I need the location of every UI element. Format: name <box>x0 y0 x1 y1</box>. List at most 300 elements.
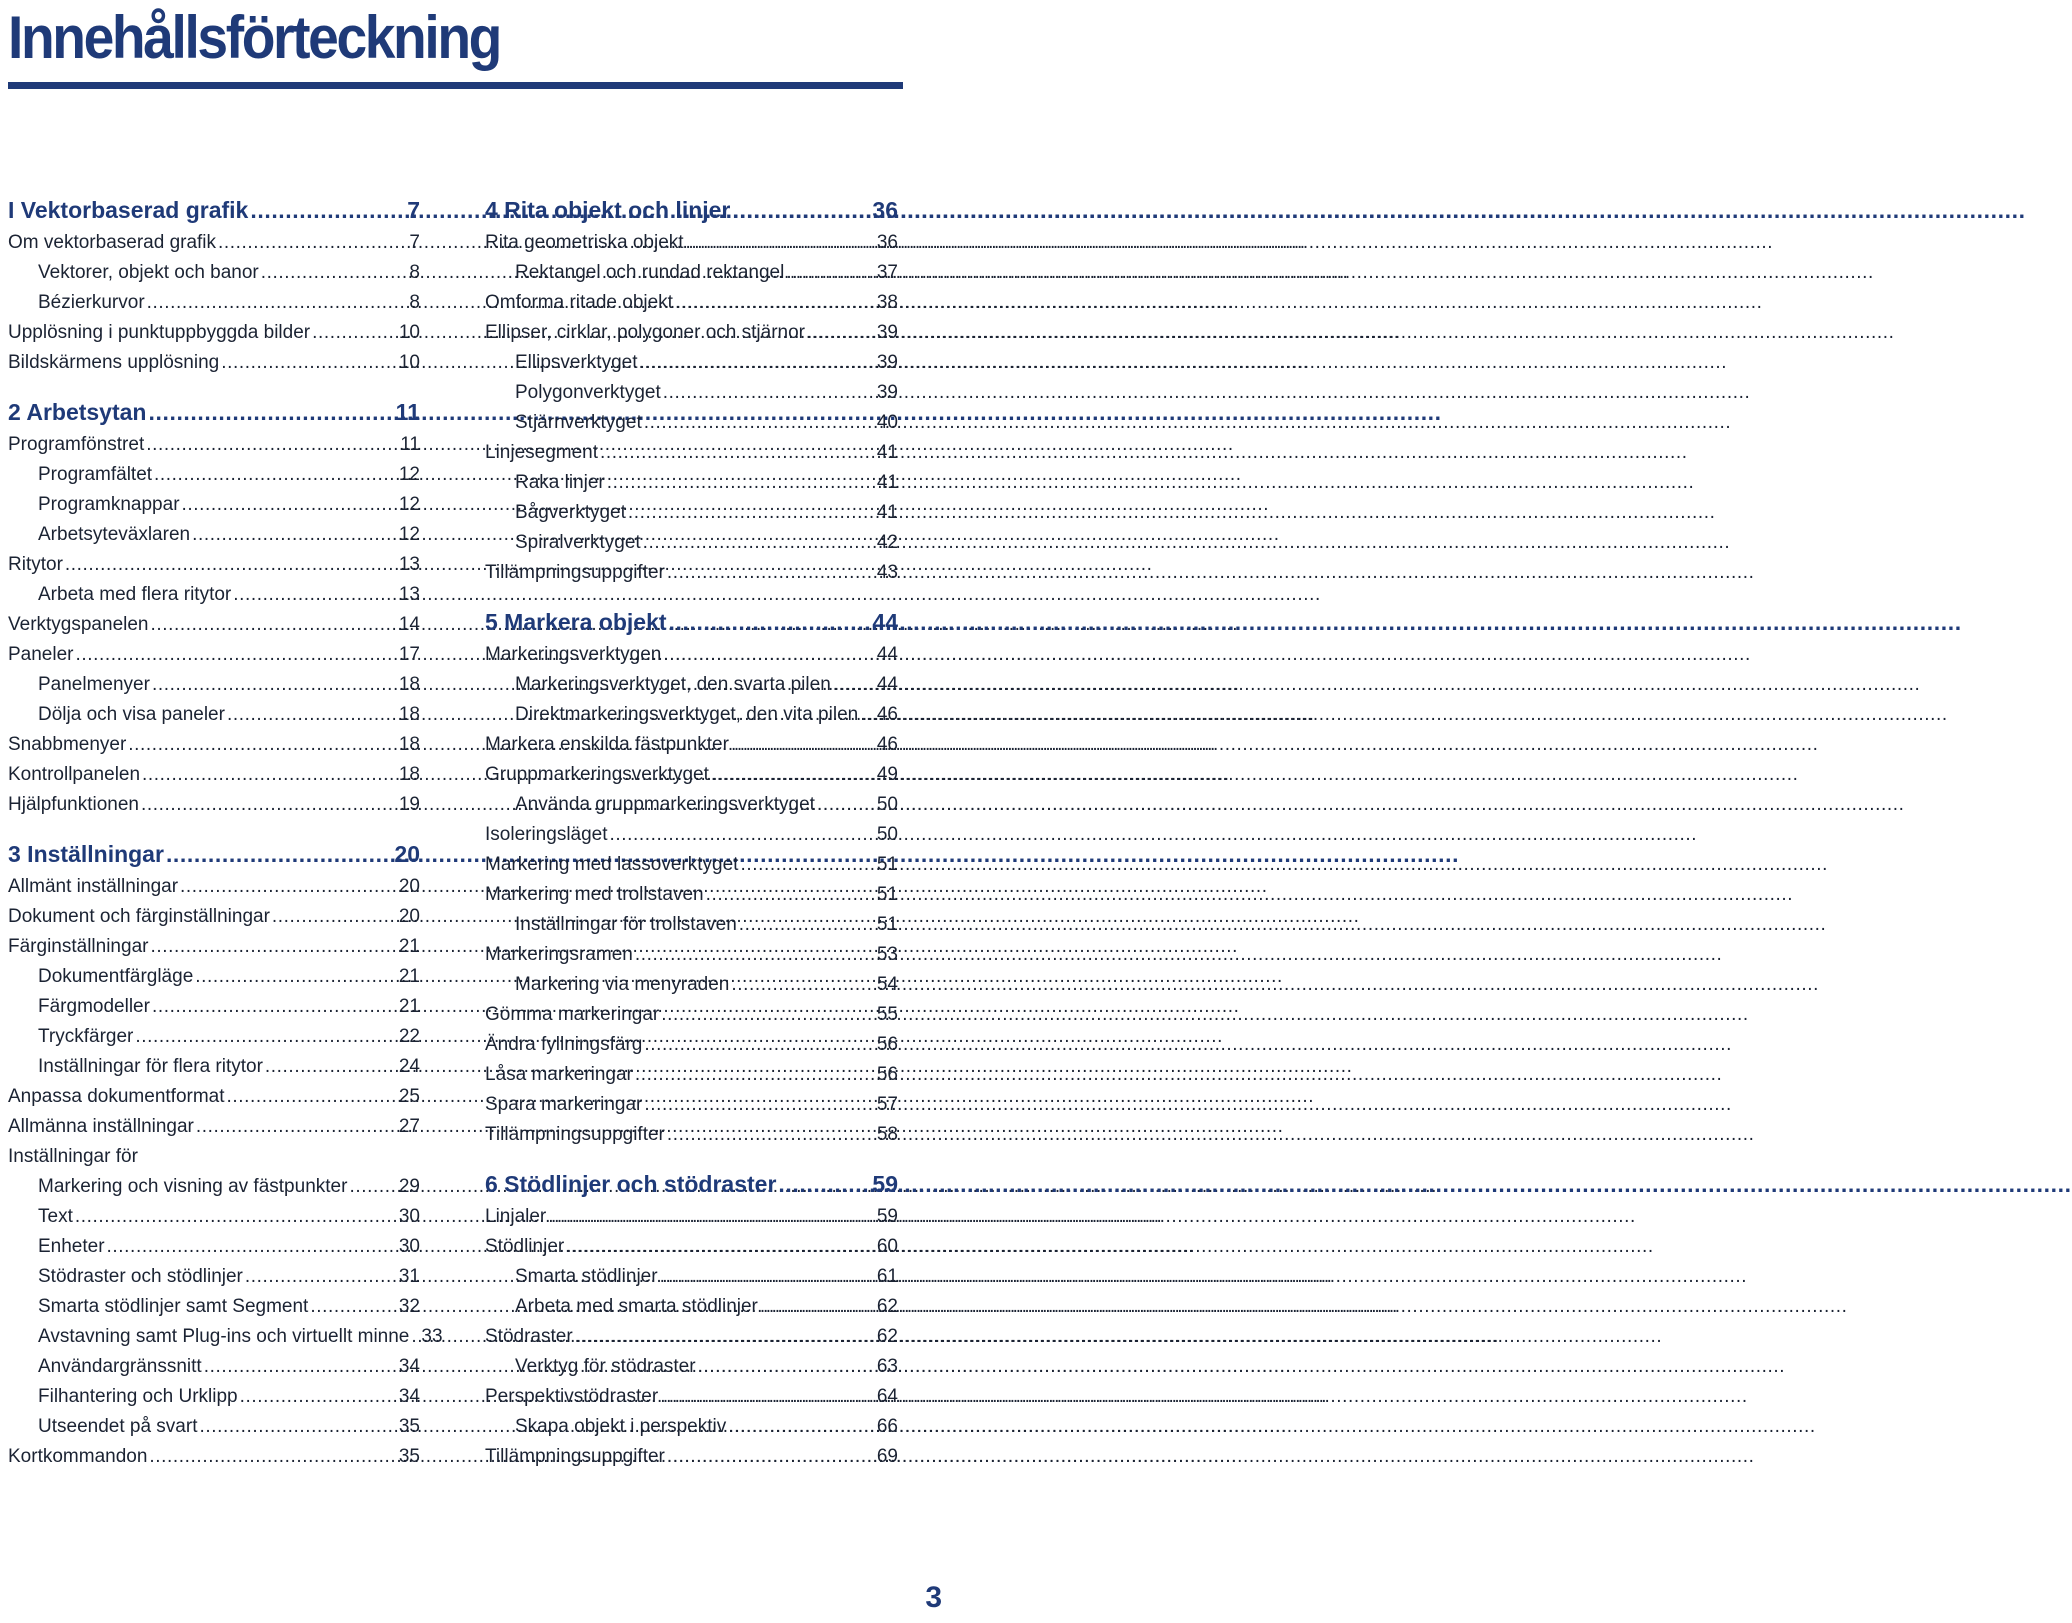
toc-chapter-entry <box>8 192 420 228</box>
toc-dot-leader <box>150 932 396 962</box>
toc-dot-leader <box>711 760 875 790</box>
toc-page-number: 34 <box>398 1356 420 1377</box>
toc-page-number: 21 <box>398 966 420 987</box>
toc-page-number: 30 <box>398 1236 420 1257</box>
toc-entry-title: Direktmarkeringsverktyget, den vita pilen <box>515 704 859 725</box>
toc-dot-leader <box>628 498 875 528</box>
toc-entry <box>8 1022 420 1052</box>
toc-entry-title: Programknappar <box>38 494 180 515</box>
toc-entry-title: Omforma ritade objekt <box>485 292 673 313</box>
toc-entry-title: Allmänt inställningar <box>8 876 179 897</box>
toc-entry <box>8 1052 420 1082</box>
toc-page-number: 41 <box>876 442 898 463</box>
toc-entry <box>485 760 898 790</box>
toc-entry-title: Paneler <box>8 644 74 665</box>
toc-dot-leader <box>233 580 397 610</box>
toc-dot-leader <box>607 468 875 498</box>
toc-dot-leader <box>411 1322 419 1352</box>
toc-entry <box>8 1322 443 1352</box>
toc-entry-title: Stjärnverktyget <box>515 412 642 433</box>
toc-page-number: 61 <box>876 1266 898 1287</box>
toc-dot-leader <box>250 192 405 228</box>
toc-page-number: 25 <box>398 1086 420 1107</box>
toc-entry <box>485 1030 898 1060</box>
toc-entry-title: Polygonverktyget <box>515 382 661 403</box>
toc-entry-title: Utseendet på svart <box>38 1416 198 1437</box>
toc-dot-leader <box>149 1442 396 1472</box>
toc-entry-title: Tillämpningsuppgifter <box>485 562 665 583</box>
toc-page-number: 51 <box>876 854 898 875</box>
toc-dot-leader <box>663 640 875 670</box>
toc-entry-title: Linjesegment <box>485 442 599 463</box>
toc-entry <box>485 790 898 820</box>
toc-dot-leader <box>128 730 397 760</box>
toc-entry <box>8 490 420 520</box>
toc-entry <box>8 1082 420 1112</box>
toc-dot-leader <box>349 1172 396 1202</box>
toc-entry-title: Markering och visning av fästpunkter <box>38 1176 348 1197</box>
toc-dot-leader <box>807 318 875 348</box>
toc-entry <box>485 820 898 850</box>
toc-entry-title: Använda gruppmarkeringsverktyget <box>515 794 815 815</box>
toc-page-number: 57 <box>876 1094 898 1115</box>
toc-entry-title: Inställningar för flera ritytor <box>38 1056 263 1077</box>
toc-entry-title: 2 Arbetsytan <box>8 399 147 425</box>
toc-dot-leader <box>142 760 397 790</box>
toc-entry <box>485 318 898 348</box>
toc-dot-leader <box>196 1112 397 1142</box>
toc-dot-leader <box>663 378 875 408</box>
toc-entry <box>8 1382 420 1412</box>
toc-page-number: 31 <box>398 1266 420 1287</box>
toc-entry <box>8 1172 420 1202</box>
toc-entry-title: Ellipser, cirklar, polygoner och stjärnor <box>485 322 805 343</box>
toc-page-number: 13 <box>398 554 420 575</box>
toc-page-number: 66 <box>876 1416 898 1437</box>
toc-dot-leader <box>135 1022 396 1052</box>
toc-page-number: 18 <box>398 704 420 725</box>
toc-entry-title: Arbeta med smarta stödlinjer <box>515 1296 758 1317</box>
toc-page-number: 46 <box>876 704 898 725</box>
toc-page-number: 12 <box>398 494 420 515</box>
toc-dot-leader <box>141 790 397 820</box>
toc-entry <box>8 1262 420 1292</box>
toc-dot-leader <box>75 1202 397 1232</box>
toc-entry-title: Markeringsverktyget, den svarta pilen <box>515 674 831 695</box>
toc-page-number: 35 <box>398 1416 420 1437</box>
toc-page-number: 39 <box>876 382 898 403</box>
toc-entry-title: Vektorer, objekt och banor <box>38 262 259 283</box>
toc-entry-title: 3 Inställningar <box>8 841 164 867</box>
toc-entry-title: Dokument och färginställningar <box>8 906 270 927</box>
toc-entry-title: Rektangel och rundad rektangel <box>515 262 785 283</box>
toc-entry <box>8 640 420 670</box>
toc-page-number: 36 <box>872 197 898 223</box>
toc-dot-leader <box>667 1442 875 1472</box>
toc-page-number: 39 <box>876 352 898 373</box>
toc-page-number: 44 <box>876 674 898 695</box>
toc-entry-title: Stödraster och stödlinjer <box>38 1266 243 1287</box>
page-number: 3 <box>925 1581 942 1614</box>
toc-dot-leader <box>644 1090 875 1120</box>
toc-dot-leader <box>740 850 874 880</box>
toc-dot-leader <box>739 910 875 940</box>
toc-entry <box>485 880 898 910</box>
toc-page-number: 59 <box>872 1171 898 1197</box>
toc-entry-title: Stödraster <box>485 1326 573 1347</box>
toc-page-number: 29 <box>398 1176 420 1197</box>
toc-entry-title: I Vektorbaserad grafik <box>8 197 249 223</box>
toc-dot-leader <box>833 670 875 700</box>
toc-entry-title: Bågverktyget <box>515 502 626 523</box>
toc-entry-title: Markeringsverktygen <box>485 644 662 665</box>
toc-page-number: 38 <box>876 292 898 313</box>
toc-entry <box>485 1262 898 1292</box>
toc-dot-leader <box>182 490 397 520</box>
toc-dot-leader <box>272 902 397 932</box>
toc-entry <box>8 670 420 700</box>
toc-page-number: 64 <box>876 1386 898 1407</box>
toc-dot-leader <box>610 820 875 850</box>
toc-entry-title: Linjaler <box>485 1206 547 1227</box>
toc-entry <box>485 438 898 468</box>
toc-entry <box>8 318 420 348</box>
toc-entry-title: Snabbmenyer <box>8 734 127 755</box>
toc-entry <box>485 1060 898 1090</box>
toc-entry-title: Markering med trollstaven <box>485 884 704 905</box>
toc-page-number: 18 <box>398 674 420 695</box>
toc-dot-leader <box>245 1262 397 1292</box>
toc-dot-leader <box>152 992 397 1022</box>
toc-dot-leader <box>261 258 408 288</box>
toc-page-number: 17 <box>398 644 420 665</box>
toc-page-number: 22 <box>398 1026 420 1047</box>
toc-page-number: 21 <box>398 936 420 957</box>
toc-entry <box>485 498 898 528</box>
toc-entry-title: Verktyg för stödraster <box>515 1356 696 1377</box>
toc-entry-title: Tryckfärger <box>38 1026 134 1047</box>
toc-entry <box>8 1292 420 1322</box>
toc-entry <box>8 992 420 1022</box>
toc-dot-leader <box>310 1292 397 1322</box>
toc-dot-leader <box>195 962 397 992</box>
toc-dot-leader <box>192 520 397 550</box>
toc-entry <box>485 348 898 378</box>
toc-entry <box>8 1412 420 1442</box>
toc-entry-title: Filhantering och Urklipp <box>38 1386 238 1407</box>
toc-entry <box>485 558 898 588</box>
toc-entry-title: Smarta stödlinjer <box>515 1266 658 1287</box>
toc-entry-title: Markering med lassoverktyget <box>485 854 739 875</box>
toc-dot-leader <box>146 430 398 460</box>
toc-page-number: 43 <box>876 562 898 583</box>
toc-entry-title: Markeringsramen <box>485 944 633 965</box>
toc-dot-leader <box>644 408 875 438</box>
toc-page-number: 69 <box>876 1446 898 1467</box>
toc-dot-leader <box>575 1322 875 1352</box>
toc-entry-title: Spiralverktyget <box>515 532 641 553</box>
toc-entry-title: 4 Rita objekt och linjer <box>485 197 731 223</box>
toc-dot-leader <box>180 872 397 902</box>
toc-page-number: 13 <box>398 584 420 605</box>
toc-page-number: 33 <box>421 1326 443 1347</box>
toc-dot-leader <box>166 836 392 872</box>
toc-entry <box>485 228 898 258</box>
toc-page-number: 21 <box>398 996 420 1017</box>
toc-dot-leader <box>860 700 875 730</box>
toc-entry-title: Perspektivstödraster <box>485 1386 659 1407</box>
toc-entry-title: Bézierkurvor <box>38 292 145 313</box>
toc-dot-leader <box>152 670 397 700</box>
toc-dot-leader <box>661 1000 875 1030</box>
toc-entry <box>485 1322 898 1352</box>
toc-entry-title: Verktygspanelen <box>8 614 149 635</box>
toc-page-number: 20 <box>394 841 420 867</box>
toc-entry-title: Ellipsverktyget <box>515 352 638 373</box>
toc-entry <box>485 640 898 670</box>
toc-entry-title: 6 Stödlinjer och stödraster <box>485 1171 777 1197</box>
toc-dot-leader <box>265 1052 397 1082</box>
toc-dot-leader <box>199 1412 396 1442</box>
toc-chapter-entry <box>485 192 898 228</box>
toc-dot-leader <box>732 192 870 228</box>
toc-entry <box>8 760 420 790</box>
toc-entry-title: Isoleringsläget <box>485 824 608 845</box>
toc-dot-leader <box>154 460 397 490</box>
toc-entry-title: Kortkommandon <box>8 1446 148 1467</box>
toc-dot-leader <box>240 1382 397 1412</box>
page-title: Innehållsförteckning <box>8 4 500 71</box>
toc-entry-title: Tillämpningsuppgifter <box>485 1446 665 1467</box>
toc-entry <box>485 1120 898 1150</box>
toc-dot-leader <box>218 228 407 258</box>
toc-page-number: 55 <box>876 1004 898 1025</box>
toc-dot-leader <box>107 1232 397 1262</box>
toc-entry <box>8 1352 420 1382</box>
toc-page-number: 59 <box>876 1206 898 1227</box>
toc-entry-title: Låsa markeringar <box>485 1064 633 1085</box>
toc-page-number: 39 <box>876 322 898 343</box>
toc-entry-title: Kontrollpanelen <box>8 764 141 785</box>
toc-page-number: 50 <box>876 794 898 815</box>
toc-dot-leader <box>698 1352 875 1382</box>
toc-entry-title: Dölja och visa paneler <box>38 704 225 725</box>
toc-page-number: 42 <box>876 532 898 553</box>
toc-entry-title: Ändra fyllningsfärg <box>485 1034 643 1055</box>
toc-page-number: 8 <box>409 262 420 283</box>
toc-entry-title: Färginställningar <box>8 936 149 957</box>
toc-dot-leader <box>635 940 875 970</box>
toc-entry <box>8 430 420 460</box>
toc-entry <box>8 962 420 992</box>
toc-page-number: 20 <box>398 876 420 897</box>
toc-entry <box>485 408 898 438</box>
toc-entry-title: Färgmodeller <box>38 996 150 1017</box>
toc-page-number: 19 <box>398 794 420 815</box>
toc-entry <box>8 228 420 258</box>
toc-dot-leader <box>640 348 875 378</box>
toc-page-number: 20 <box>398 906 420 927</box>
toc-dot-leader <box>660 1262 875 1292</box>
toc-entry <box>8 258 420 288</box>
toc-entry-title: Smarta stödlinjer samt Segment <box>38 1296 309 1317</box>
toc-dot-leader <box>706 880 875 910</box>
toc-entry <box>485 378 898 408</box>
toc-entry-title: Raka linjer <box>515 472 605 493</box>
toc-dot-leader <box>731 730 875 760</box>
toc-dot-leader <box>548 1202 875 1232</box>
toc-entry <box>485 1382 898 1412</box>
toc-entry-title: 5 Markera objekt <box>485 609 667 635</box>
toc-entry <box>485 1090 898 1120</box>
toc-entry-title: Anpassa dokumentformat <box>8 1086 225 1107</box>
toc-entry-title: Bildskärmens upplösning <box>8 352 220 373</box>
toc-dot-leader <box>600 438 875 468</box>
toc-dot-leader <box>660 1382 875 1412</box>
toc-page-number: 44 <box>872 609 898 635</box>
toc-page-number: 49 <box>876 764 898 785</box>
toc-dot-leader <box>151 610 397 640</box>
toc-entry-title: Allmänna inställningar <box>8 1116 194 1137</box>
toc-page-number: 12 <box>398 464 420 485</box>
toc-entry <box>485 258 898 288</box>
toc-dot-leader <box>312 318 397 348</box>
toc-entry <box>8 288 420 318</box>
toc-entry <box>8 610 420 640</box>
toc-page-number: 30 <box>398 1206 420 1227</box>
toc-entry-title: Enheter <box>38 1236 105 1257</box>
toc-page-number: 11 <box>395 399 420 425</box>
toc-entry-title: Användargränssnitt <box>38 1356 202 1377</box>
toc-entry <box>8 932 420 962</box>
toc-entry-title: Gömma markeringar <box>485 1004 660 1025</box>
toc-entry <box>8 730 420 760</box>
toc-entry <box>8 1112 420 1142</box>
toc-entry <box>8 1442 420 1472</box>
toc-page-number: 24 <box>398 1056 420 1077</box>
toc-page-number: 7 <box>407 197 420 223</box>
toc-page-number: 41 <box>876 502 898 523</box>
toc-entry-title: Markering via menyraden <box>515 974 730 995</box>
toc-entry <box>8 1142 420 1172</box>
toc-entry-title: Upplösning i punktuppbyggda bilder <box>8 322 311 343</box>
toc-page-number: 62 <box>876 1326 898 1347</box>
toc-dot-leader <box>667 1120 875 1150</box>
title-underline <box>8 82 903 89</box>
toc-page-number: 63 <box>876 1356 898 1377</box>
toc-entry <box>485 1232 898 1262</box>
toc-page-number: 12 <box>398 524 420 545</box>
toc-dot-leader <box>786 258 875 288</box>
toc-dot-leader <box>204 1352 397 1382</box>
toc-entry-title: Spara markeringar <box>485 1094 643 1115</box>
toc-entry <box>485 288 898 318</box>
toc-entry-title: Text <box>38 1206 73 1227</box>
toc-dot-leader <box>778 1166 870 1202</box>
toc-entry <box>8 550 420 580</box>
toc-entry <box>485 1202 898 1232</box>
toc-page-number: 56 <box>876 1064 898 1085</box>
toc-entry <box>485 1292 898 1322</box>
toc-entry-title: Hjälpfunktionen <box>8 794 139 815</box>
toc-page-number: 54 <box>876 974 898 995</box>
toc-dot-leader <box>147 288 408 318</box>
toc-entry-title: Inställningar för trollstaven <box>515 914 737 935</box>
toc-dot-leader <box>566 1232 875 1262</box>
toc-entry <box>8 460 420 490</box>
toc-entry-title: Om vektorbaserad grafik <box>8 232 217 253</box>
toc-page-number: 34 <box>398 1386 420 1407</box>
toc-page-number: 10 <box>398 352 420 373</box>
toc-page-number: 51 <box>876 914 898 935</box>
toc-entry <box>485 940 898 970</box>
toc-entry <box>8 700 420 730</box>
toc-entry-title: Stödlinjer <box>485 1236 565 1257</box>
toc-dot-leader <box>817 790 875 820</box>
toc-entry <box>485 910 898 940</box>
toc-entry <box>485 970 898 1000</box>
toc-page-number: 51 <box>876 884 898 905</box>
toc-left-column <box>8 192 443 1472</box>
toc-page-number: 41 <box>876 472 898 493</box>
toc-entry <box>485 850 898 880</box>
toc-dot-leader <box>731 970 874 1000</box>
toc-page-number: 53 <box>876 944 898 965</box>
toc-entry-title: Avstavning samt Plug-ins och virtuellt minne <box>38 1326 410 1347</box>
toc-dot-leader <box>728 1412 875 1442</box>
toc-dot-leader <box>643 528 875 558</box>
toc-page-number: 62 <box>876 1296 898 1317</box>
toc-entry <box>8 1232 420 1262</box>
toc-page-number: 10 <box>398 322 420 343</box>
toc-entry <box>485 528 898 558</box>
toc-entry-title: Panelmenyer <box>38 674 150 695</box>
toc-page-number: 8 <box>409 292 420 313</box>
toc-dot-leader <box>686 228 875 258</box>
toc-entry <box>485 700 898 730</box>
toc-entry <box>8 790 420 820</box>
toc-entry <box>8 872 420 902</box>
toc-page-number: 40 <box>876 412 898 433</box>
toc-entry-title: Gruppmarkeringsverktyget <box>485 764 709 785</box>
toc-entry-title: Tillämpningsuppgifter <box>485 1124 665 1145</box>
toc-entry-title: Dokumentfärgläge <box>38 966 194 987</box>
toc-dot-leader <box>675 288 875 318</box>
toc-dot-leader <box>760 1292 875 1322</box>
toc-dot-leader <box>227 700 397 730</box>
toc-page-number: 32 <box>398 1296 420 1317</box>
toc-entry <box>485 468 898 498</box>
toc-dot-leader <box>65 550 397 580</box>
toc-page-number: 11 <box>400 434 420 455</box>
toc-entry <box>8 580 420 610</box>
toc-entry-title: Arbeta med flera ritytor <box>38 584 232 605</box>
toc-entry-title: Programfönstret <box>8 434 145 455</box>
toc-chapter-entry <box>485 1166 898 1202</box>
toc-dot-leader <box>635 1060 875 1090</box>
toc-page-number: 18 <box>398 764 420 785</box>
toc-dot-leader <box>644 1030 874 1060</box>
toc-dot-leader <box>76 640 397 670</box>
toc-entry <box>485 670 898 700</box>
toc-dot-leader <box>669 604 871 640</box>
toc-page-number: 18 <box>398 734 420 755</box>
toc-page-number: 58 <box>876 1124 898 1145</box>
toc-chapter-entry <box>8 394 420 430</box>
toc-entry-title: Inställningar för <box>8 1146 138 1167</box>
toc-dot-leader <box>667 558 875 588</box>
toc-page-number: 50 <box>876 824 898 845</box>
